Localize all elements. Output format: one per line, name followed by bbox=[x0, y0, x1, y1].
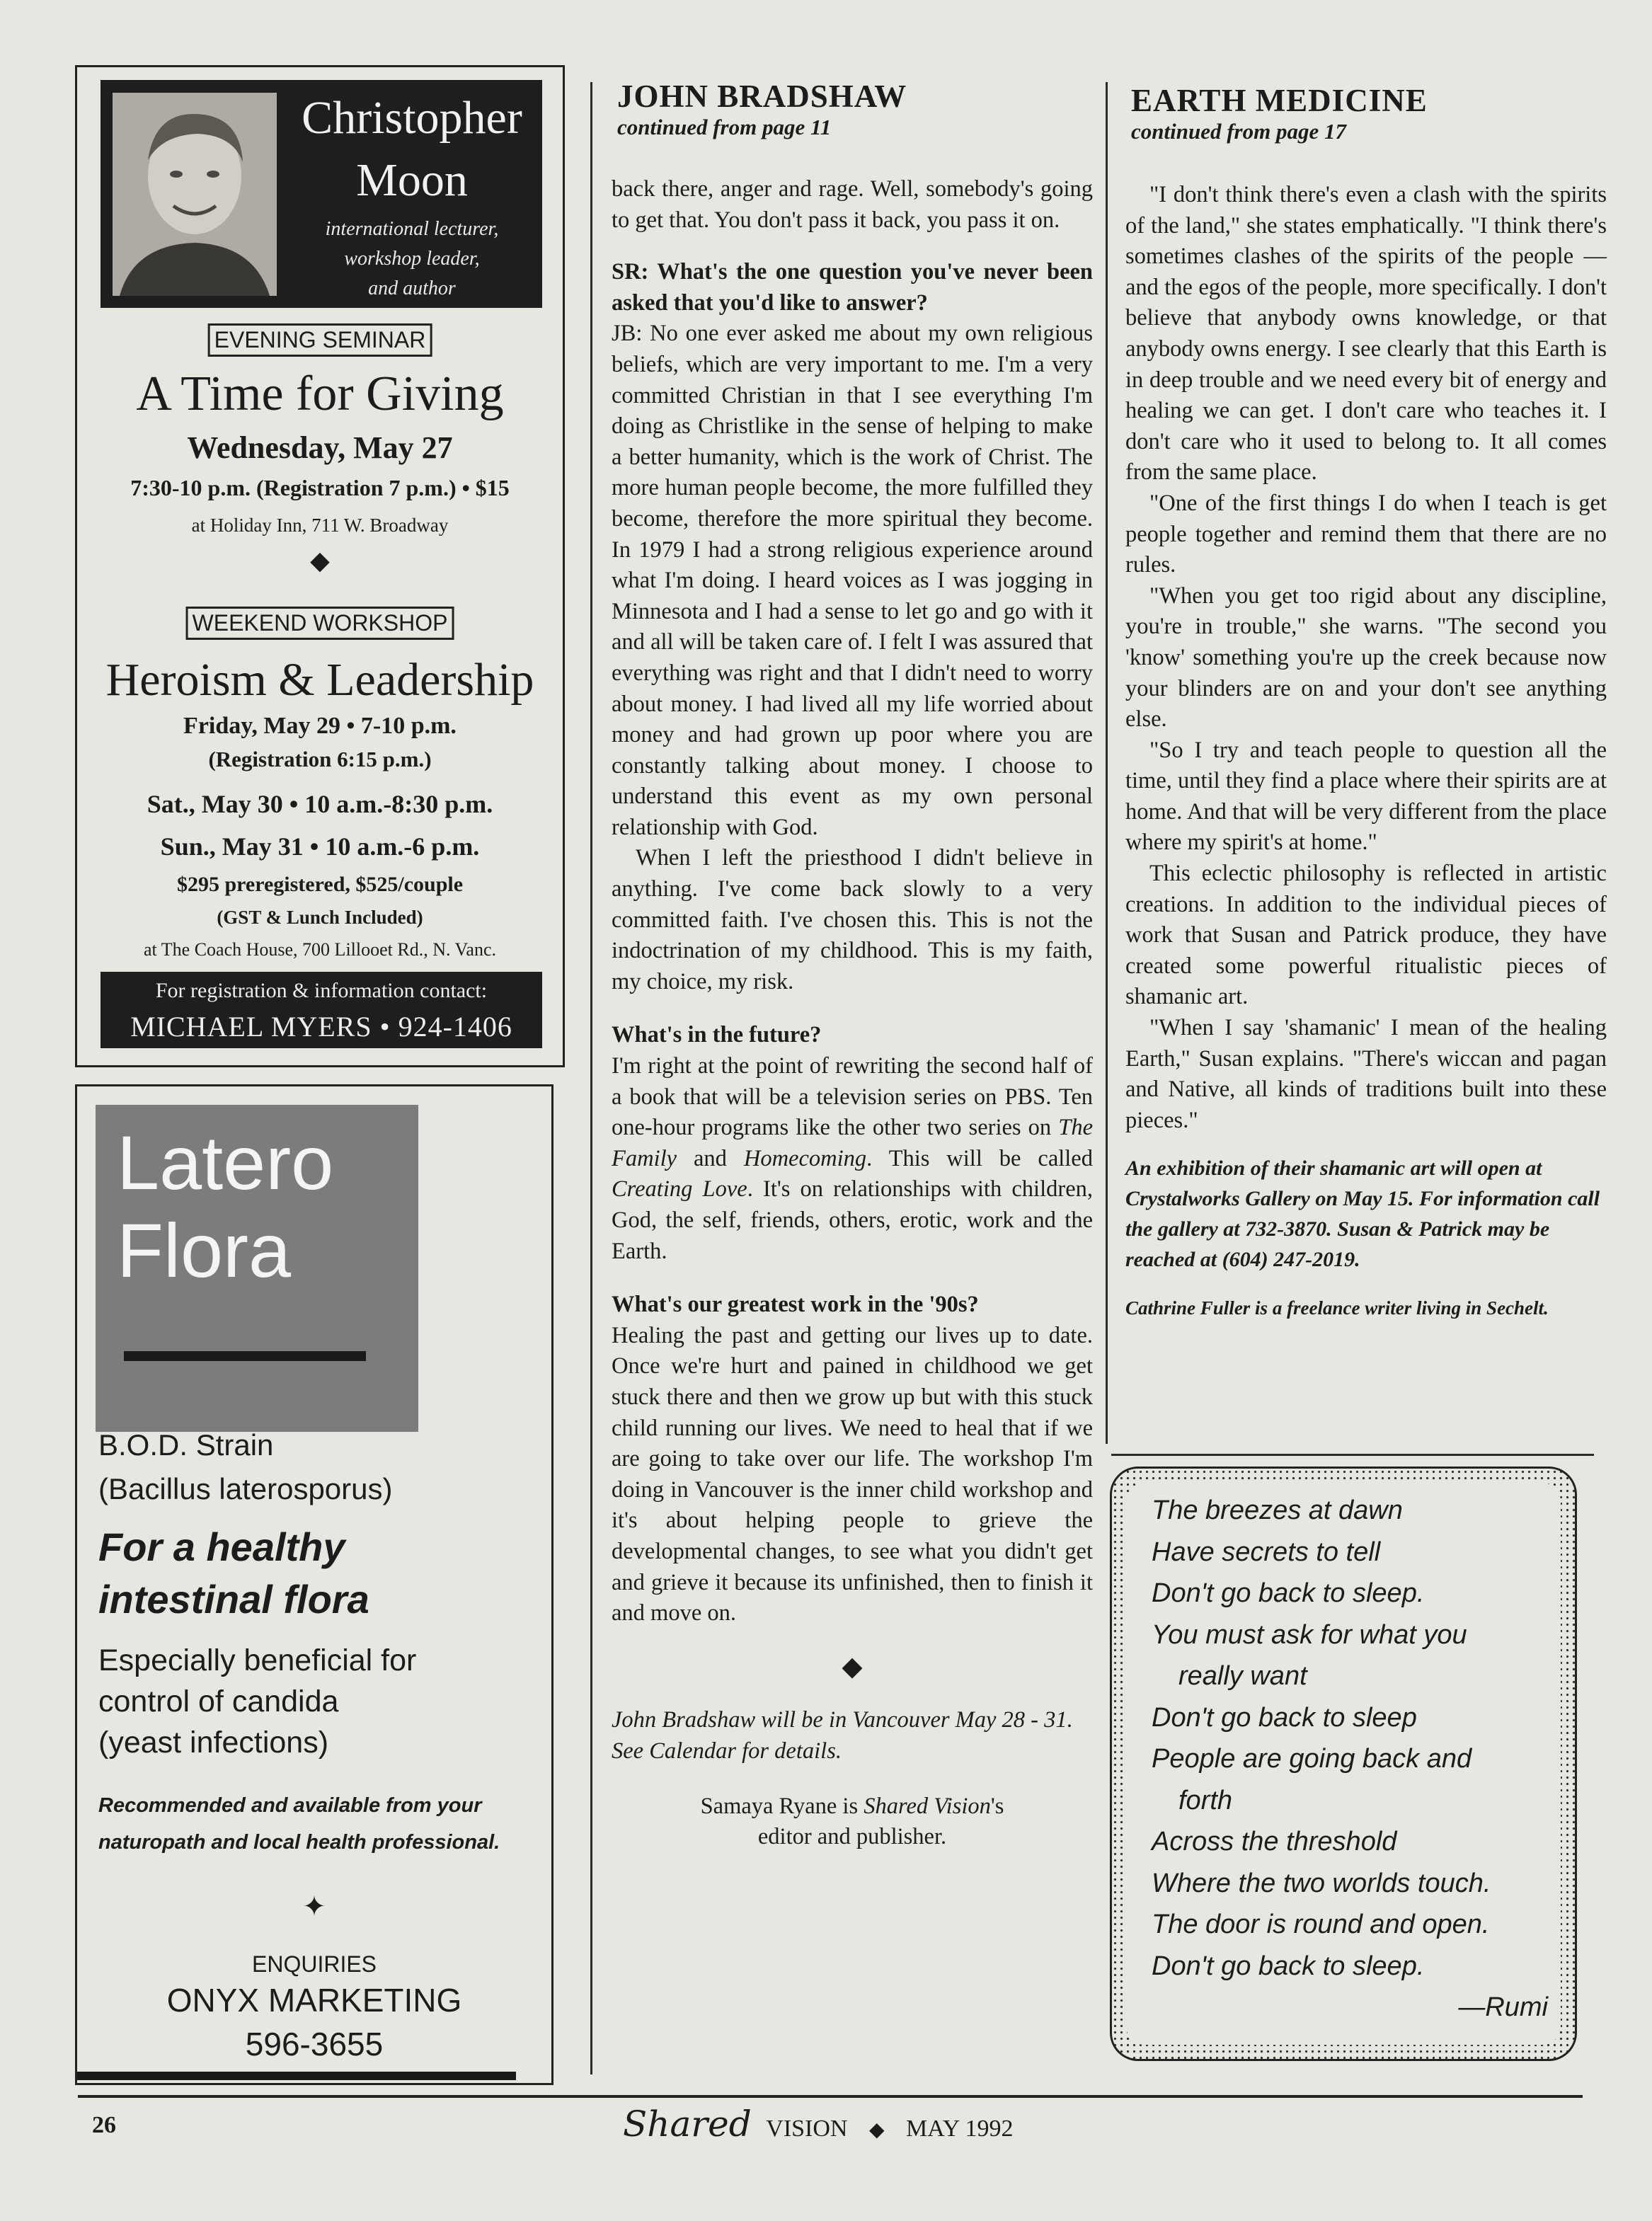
poem-line: Don't go back to sleep bbox=[1152, 1702, 1417, 1733]
poem-line: forth bbox=[1178, 1785, 1233, 1815]
weekend-place: at The Coach House, 700 Lillooet Rd., N. Vanc. bbox=[143, 939, 496, 960]
bottom-bar bbox=[77, 2072, 516, 2080]
company-phone: 596-3655 bbox=[245, 2026, 384, 2062]
presenter-last-name: Moon bbox=[356, 154, 468, 206]
christopher-moon-photo bbox=[113, 93, 277, 296]
evening-time: 7:30-10 p.m. (Registration 7 p.m.) • $15 bbox=[130, 475, 510, 500]
earth-heading-block bbox=[1131, 82, 1591, 144]
bradshaw-continued: continued from page 11 bbox=[617, 115, 832, 139]
evening-title: A Time for Giving bbox=[136, 367, 504, 421]
weekend-saturday: Sat., May 30 • 10 a.m.-8:30 p.m. bbox=[147, 790, 493, 818]
column-rule bbox=[590, 82, 592, 2074]
poem-line: Where the two worlds touch. bbox=[1152, 1868, 1491, 1898]
evening-date: Wednesday, May 27 bbox=[187, 430, 453, 465]
weekend-workshop-label: WEEKEND WORKSHOP bbox=[186, 607, 454, 640]
exhibition-note: An exhibition of their shamanic art will open at Crystalworks Gallery on May 15. For information call the gallery at 732-3870. Susan & Patrick may be reached at (604) 247-2019. bbox=[1125, 1157, 1600, 1272]
strain-line: (Bacillus laterosporus) bbox=[98, 1472, 393, 1505]
moon-seminar-ad bbox=[75, 65, 565, 1067]
publication-name: Shared Vision bbox=[864, 1793, 991, 1819]
strain-line: B.O.D. Strain bbox=[98, 1428, 274, 1462]
author-credit: Cathrine Fuller is a freelance writer living in Sechelt. bbox=[1125, 1297, 1549, 1319]
answer bbox=[612, 1051, 1093, 1267]
weekend-friday: Friday, May 29 • 7-10 p.m. bbox=[183, 713, 457, 739]
tagline-line: intestinal flora bbox=[98, 1577, 369, 1622]
strain-text bbox=[98, 1423, 393, 1511]
bradshaw-heading: JOHN BRADSHAW bbox=[617, 79, 907, 114]
paragraph: "I don't think there's even a clash with the spirits of the land," she states emphatically. "I think there's sometimes clashes of the spirits of the people — and the egos of the people, more specifically. I don't believe that anybody owns knowledge, or that anybody owns energy. I see clearly that this Earth is in deep trouble and we need every bit of energy and healing we can get. I don't care who teaches it. I don't care who it used to belong to. It all comes from the same place. bbox=[1125, 182, 1607, 486]
subtitle-line: international lecturer, bbox=[325, 218, 499, 240]
benefit-text bbox=[98, 1640, 416, 1763]
publication-word: VISION bbox=[766, 2116, 848, 2142]
bradshaw-article bbox=[612, 174, 1093, 1853]
latero-logo-text bbox=[117, 1119, 333, 1295]
text-run: Samaya Ryane is bbox=[700, 1793, 864, 1819]
poem-line: really want bbox=[1178, 1661, 1307, 1691]
answer: When I left the priesthood I didn't believe in anything. I've come back slowly to a very committed faith. I've chosen this. This is not the indoctrination of my childhood. This is my faith, my choice, my risk. bbox=[612, 845, 1093, 994]
poem-author: —Rumi bbox=[1458, 1992, 1548, 2022]
earth-article bbox=[1125, 180, 1607, 1324]
text-run: and bbox=[677, 1145, 744, 1171]
latero-flora-ad bbox=[75, 1084, 553, 2085]
page-number: 26 bbox=[92, 2112, 116, 2138]
weekend-title: Heroism & Leadership bbox=[105, 654, 534, 706]
paragraph: "When I say 'shamanic' I mean of the healing Earth," Susan explains. "There's wiccan and pagan and Native, all kinds of traditions built into these pieces." bbox=[1125, 1015, 1607, 1133]
text-run: editor and publisher. bbox=[757, 1824, 947, 1850]
text-run: . It's on relationships with children, God, the self, friends, others, erotic, work and the Earth. bbox=[612, 1176, 1093, 1264]
benefit-line: control of candida bbox=[98, 1685, 339, 1718]
bradshaw-heading-block bbox=[617, 78, 1091, 140]
question: SR: What's the one question you've never been asked that you'd like to answer? bbox=[612, 259, 1093, 316]
weekend-registration: (Registration 6:15 p.m.) bbox=[208, 747, 432, 771]
diamond-divider: ◆ bbox=[310, 546, 330, 575]
enquiries-label: ENQUIRIES bbox=[251, 1951, 377, 1977]
poem-line: Have secrets to tell bbox=[1152, 1537, 1381, 1567]
contact-label: For registration & information contact: bbox=[155, 979, 488, 1002]
editor-credit bbox=[612, 1791, 1093, 1853]
earth-continued: continued from page 17 bbox=[1131, 119, 1346, 144]
paragraph: "So I try and teach people to question all the time, until they find a place where their spirits are at home. And that will be very different from the place where my spirit's at home." bbox=[1125, 737, 1607, 856]
answer: JB: No one ever asked me about my own religious beliefs, which are very important to me. I'm a very committed Christian in that I see everything I'm doing as Christlike in the sense of helping to make a better humanity, which is the work of Christ. The more human people become, the more fulfilled they become, therefore the more spiritual they become. In 1979 I had a strong religious experience around what I'm doing. I heard voices as I was jogging in Minnesota and I had a sense to let go and go with it and all will be taken care of. I felt I was assured that everything was right and that I didn't need to worry about money. I had lived all my life worried about money and had grown up poor where you are constantly talking about money. I choose to understand this event as my own personal relationship with God. bbox=[612, 321, 1093, 840]
footer-rule bbox=[78, 2095, 1583, 2098]
evening-seminar-label: EVENING SEMINAR bbox=[208, 323, 432, 357]
event-note: John Bradshaw will be in Vancouver May 28 - 31. See Calendar for details. bbox=[612, 1707, 1073, 1764]
subtitle-line: workshop leader, bbox=[344, 248, 480, 270]
presenter-name bbox=[292, 87, 532, 212]
presenter-first-name: Christopher bbox=[302, 92, 522, 144]
section-rule bbox=[1111, 1454, 1594, 1456]
publication-script: Shared bbox=[623, 2104, 752, 2145]
issue-date: MAY 1992 bbox=[906, 2116, 1014, 2142]
recommend-text bbox=[98, 1787, 500, 1861]
poem-line: Don't go back to sleep. bbox=[1152, 1578, 1425, 1608]
tagline bbox=[98, 1521, 369, 1626]
diamond-divider: ◆ bbox=[842, 1651, 863, 1682]
latero-logo-block bbox=[96, 1105, 418, 1432]
contact-name: MICHAEL MYERS • 924-1406 bbox=[130, 1011, 512, 1043]
footer-publication bbox=[623, 2104, 1014, 2145]
text-run: . This will be called bbox=[866, 1145, 1093, 1171]
logo-bar bbox=[124, 1351, 366, 1361]
paragraph: "One of the first things I do when I teach is get people together and remind them that there are no rules. bbox=[1125, 490, 1607, 578]
contact-block bbox=[101, 972, 542, 1048]
question: What's in the future? bbox=[612, 1022, 822, 1048]
weekend-gst: (GST & Lunch Included) bbox=[217, 907, 423, 928]
star-divider: ✦ bbox=[302, 1891, 326, 1922]
tagline-line: For a healthy bbox=[98, 1525, 345, 1569]
question: What's our greatest work in the '90s? bbox=[612, 1292, 979, 1318]
recommend-line: naturopath and local health professional. bbox=[98, 1831, 500, 1854]
answer: Healing the past and getting our lives up to date. Once we're hurt and pained in childhood we get stuck there and then we grow up but with this stuck child running our lives. We need to heal that if we are going to take over our life. The workshop I'm doing in Vancouver is the inner child workshop and it's about helping people to grieve the developmental changes, to see what you didn't get and grieve it because its unfinished, then to finish it and move on. bbox=[612, 1322, 1093, 1626]
logo-line: Flora bbox=[117, 1207, 292, 1293]
poem-line: Across the threshold bbox=[1152, 1827, 1397, 1856]
book-title: The Family bbox=[612, 1115, 1093, 1171]
logo-line: Latero bbox=[117, 1120, 334, 1205]
evening-place: at Holiday Inn, 711 W. Broadway bbox=[191, 515, 449, 536]
moon-header-block bbox=[101, 80, 542, 308]
earth-heading: EARTH MEDICINE bbox=[1131, 83, 1428, 118]
company-name: ONYX MARKETING bbox=[166, 1982, 462, 2019]
benefit-line: (yeast infections) bbox=[98, 1726, 329, 1760]
text-run: 's bbox=[990, 1793, 1004, 1819]
weekend-sunday: Sun., May 31 • 10 a.m.-6 p.m. bbox=[160, 832, 480, 861]
paragraph: back there, anger and rage. Well, somebody's going to get that. You don't pass it back, you pass it on. bbox=[612, 176, 1093, 233]
poem-line: Don't go back to sleep. bbox=[1152, 1951, 1425, 1981]
book-title: Creating Love bbox=[612, 1176, 747, 1203]
poem-line: You must ask for what you bbox=[1152, 1619, 1467, 1650]
weekend-price: $295 preregistered, $525/couple bbox=[176, 873, 464, 896]
presenter-subtitle bbox=[292, 214, 532, 304]
benefit-line: Especially beneficial for bbox=[98, 1643, 417, 1677]
text-run: I'm right at the point of rewriting the second half of a book that will be a television series on PBS. Ten one-hour programs like the other two series on bbox=[612, 1053, 1093, 1141]
subtitle-line: and author bbox=[368, 277, 456, 299]
poem-line: People are going back and bbox=[1152, 1744, 1472, 1774]
poem-line: The door is round and open. bbox=[1152, 1910, 1490, 1939]
rumi-poem-box bbox=[1110, 1467, 1577, 2061]
column-rule bbox=[1106, 82, 1108, 1444]
paragraph: "When you get too rigid about any discipline, you're in trouble," she warns. "The second you 'know' something you're up the creek because now your blinders are on and your don't see anything else. bbox=[1125, 582, 1607, 733]
footer-divider: ◆ bbox=[868, 2119, 885, 2141]
book-title: Homecoming bbox=[743, 1145, 867, 1171]
poem-text bbox=[1152, 1490, 1548, 2028]
paragraph: This eclectic philosophy is reflected in artistic creations. In addition to the individual pieces of work that Susan and Patrick produce, they have created some powerful ritualistic pieces of shamanic art. bbox=[1125, 861, 1607, 1010]
recommend-line: Recommended and available from your bbox=[98, 1794, 482, 1817]
poem-line: The breezes at dawn bbox=[1152, 1496, 1403, 1525]
